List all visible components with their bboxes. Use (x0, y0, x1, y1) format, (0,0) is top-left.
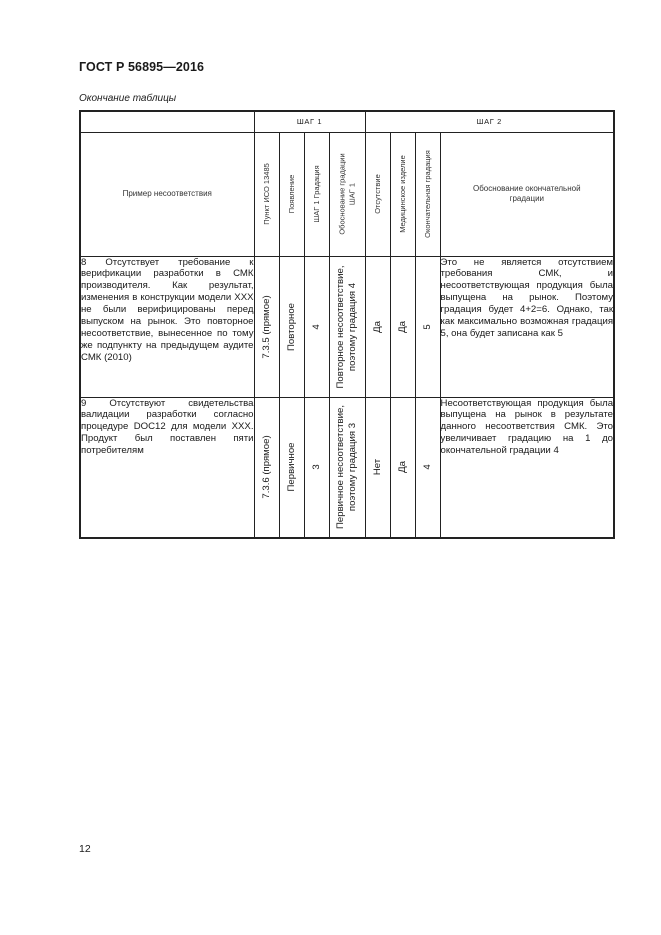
step1-grade-header-text: ШАГ 1 Градация (311, 165, 321, 223)
occurrence-text: Повторное (285, 302, 297, 351)
occurrence-column-header (279, 132, 304, 256)
final-grade-cell (415, 397, 440, 538)
corner-cell (80, 111, 254, 132)
step1-rationale-cell (329, 256, 365, 397)
final-grade-cell (415, 256, 440, 397)
step2-header: ШАГ 2 (365, 111, 614, 132)
step1-grade-text: 3 (310, 464, 322, 470)
example-column-header: Пример несоответствия (80, 132, 254, 256)
medical-device-text: Да (396, 320, 408, 333)
occurrence-cell (279, 256, 304, 397)
step-header-row (80, 111, 614, 132)
page-number: 12 (79, 843, 91, 855)
step1-rationale-column-header (329, 132, 365, 256)
medical-device-cell (390, 256, 415, 397)
table-caption: Окончание таблицы (79, 93, 177, 104)
iso-clause-cell (254, 397, 279, 538)
final-grade-header-text: Окончательная градация (422, 150, 432, 238)
step1-rationale-text: Повторное несоответствие, поэтому градация 4 (335, 264, 358, 389)
occurrence-cell (279, 397, 304, 538)
absence-text: Да (371, 320, 383, 333)
medical-device-text: Да (396, 461, 408, 474)
step1-grade-column-header (304, 132, 329, 256)
step1-rationale-cell (329, 397, 365, 538)
iso-clause-text: 7.3.6 (прямое) (260, 435, 272, 499)
example-cell: 9 Отсутствуют свидетельства валидации разработки согласно процедуре DOC12 для модели XXX. Продукт был поставлен пяти потребителям (80, 397, 254, 538)
final-rationale-cell: Несоответствующая продукция была выпущена на рынок в результате данного несоответствия СМК. Это увеличивает градацию на 1 до окончательной градации 4 (440, 397, 614, 538)
occurrence-header-text: Появление (286, 174, 296, 214)
example-cell: 8 Отсутствует требование к верификации разработки в СМК производителя. Как результат, изменения в конструкции модели XXX не были верифицированы перед выпуском на рынок. Это повторное несоответствие, вынесенное по тому же подпункту на предыдущем аудите СМК (2010) (80, 256, 254, 397)
absence-column-header (365, 132, 390, 256)
iso-clause-text: 7.3.5 (прямое) (260, 294, 272, 359)
occurrence-text: Первичное (285, 442, 297, 492)
step1-header: ШАГ 1 (254, 111, 365, 132)
document-title: ГОСТ Р 56895—2016 (79, 60, 205, 74)
final-grade-column-header (415, 132, 440, 256)
absence-header-text: Отсутствие (372, 174, 382, 214)
step1-grade-cell (304, 397, 329, 538)
final-grade-text: 5 (421, 323, 433, 330)
table-row (80, 397, 614, 538)
absence-text: Нет (371, 459, 383, 476)
final-rationale-cell: Это не является отсутствием требования СМК, и несоответствующая продукция была выпущена на рынок. Поэтому градация будет 4+2=6. Однако, так как максимально возможная градация 5, она будет записана как 5 (440, 256, 614, 397)
absence-cell (365, 397, 390, 538)
column-header-row (80, 132, 614, 256)
grading-table (79, 110, 615, 539)
iso-clause-header-text: Пункт ИСО 13485 (261, 163, 271, 225)
medical-device-column-header (390, 132, 415, 256)
medical-device-cell (390, 397, 415, 538)
step1-rationale-text: Первичное несоответствие, поэтому градация 3 (335, 405, 358, 530)
step1-grade-text: 4 (310, 323, 322, 330)
table-row (80, 256, 614, 397)
absence-cell (365, 256, 390, 397)
final-grade-text: 4 (421, 464, 433, 470)
iso-clause-cell (254, 256, 279, 397)
step1-grade-cell (304, 256, 329, 397)
final-rationale-column-header: Обоснование окончательной градации (440, 132, 614, 256)
step1-rationale-header-text: Обоснование градации ШАГ 1 (337, 153, 356, 235)
medical-device-header-text: Медицинское изделие (397, 155, 407, 233)
iso-clause-column-header (254, 132, 279, 256)
